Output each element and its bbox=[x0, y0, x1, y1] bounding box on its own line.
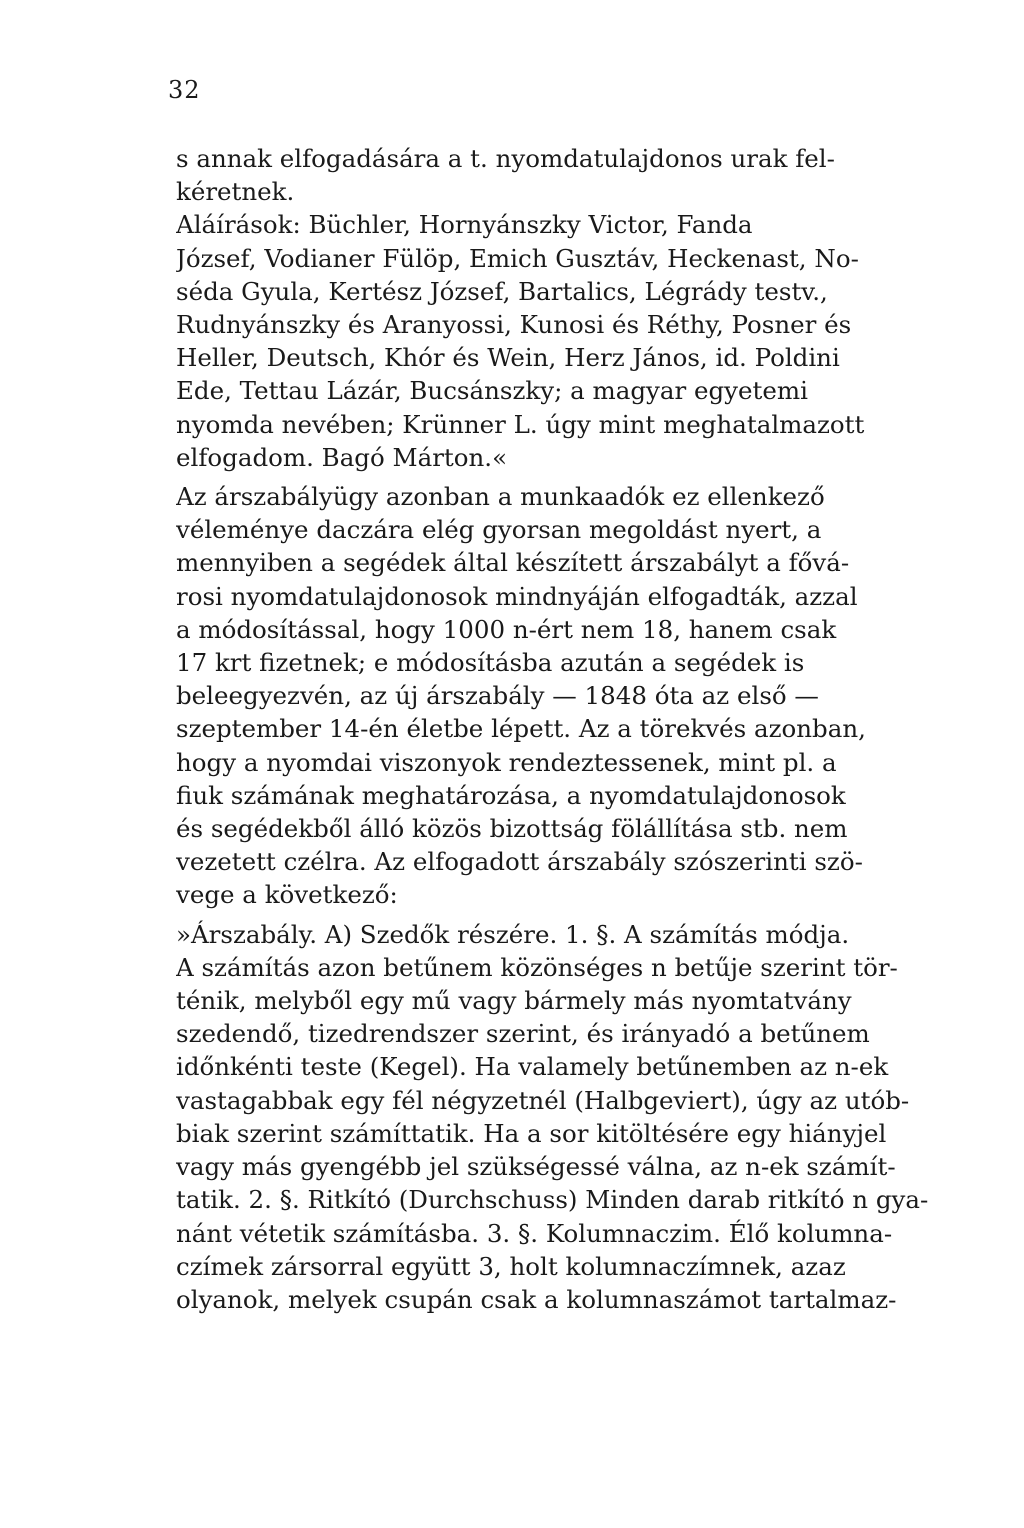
text-line: mennyiben a segédek által készített árszabályt a fővá- bbox=[176, 548, 850, 578]
text-line: nyomda nevében; Krünner L. úgy mint meghatalmazott bbox=[176, 409, 865, 439]
text-line: 17 krt fizetnek; e módosításba azután a segédek is bbox=[176, 648, 805, 678]
text-line: s annak elfogadására a t. nyomdatulajdonos urak fel- bbox=[176, 144, 835, 173]
text-line: József, Vodianer Fülöp, Emich Gusztáv, Heckenast, No- bbox=[176, 243, 859, 273]
text-line: ténik, melyből egy mű vagy bármely más nyomtatvány bbox=[176, 986, 852, 1016]
text-line: véleménye daczára elég gyorsan megoldást nyert, a bbox=[176, 515, 822, 545]
text-line: Az árszabályügy azonban a munkaadók ez ellenkező bbox=[176, 482, 825, 512]
text-line: rosi nyomdatulajdonosok mindnyáján elfogadták, azzal bbox=[176, 581, 858, 611]
text-line: a módosítással, hogy 1000 n-ért nem 18, hanem csak bbox=[176, 614, 837, 644]
paragraph bbox=[176, 142, 958, 208]
text-line: Ede, Tettau Lázár, Bucsánszky; a magyar egyetemi bbox=[176, 376, 808, 406]
text-line: A számítás azon betűnem közönséges n betűje szerint tör- bbox=[176, 952, 898, 982]
text-line: biak szerint számíttatik. Ha a sor kitöltésére egy hiányjel bbox=[176, 1118, 887, 1148]
text-line: szedendő, tizedrendszer szerint, és irányadó a betűnem bbox=[176, 1019, 870, 1049]
text-line: elfogadom. Bagó Márton.« bbox=[176, 442, 508, 472]
text-line: vezetett czélra. Az elfogadott árszabály szószerinti szö- bbox=[176, 847, 863, 877]
text-line: szeptember 14-én életbe lépett. Az a törekvés azonban, bbox=[176, 714, 866, 744]
text-line: nánt vétetik számításba. 3. §. Kolumnaczim. Élő kolumna- bbox=[176, 1218, 893, 1248]
text-line: beleegyezvén, az új árszabály — 1848 óta az első — bbox=[176, 681, 819, 711]
paragraph bbox=[176, 480, 958, 912]
text-line: kéretnek. bbox=[176, 177, 295, 207]
text-line: hogy a nyomdai viszonyok rendeztessenek, mint pl. a bbox=[176, 747, 837, 777]
text-line: időnkénti teste (Kegel). Ha valamely betűnemben az n-ek bbox=[176, 1052, 889, 1082]
text-line: Aláírások: Büchler, Hornyánszky Victor, Fanda bbox=[176, 210, 753, 240]
paragraph bbox=[176, 918, 958, 1316]
text-line: »Árszabály. A) Szedők részére. 1. §. A számítás módja. bbox=[176, 919, 850, 949]
text-line: tatik. 2. §. Ritkító (Durchschuss) Minden darab ritkító n gya- bbox=[176, 1185, 929, 1215]
text-line: vege a következő: bbox=[176, 880, 398, 910]
text-line: vagy más gyengébb jel szükségessé válna, az n-ek számít- bbox=[176, 1152, 896, 1182]
paragraph bbox=[176, 208, 958, 474]
body-text bbox=[176, 142, 958, 1316]
text-line: Rudnyánszky és Aranyossi, Kunosi és Réthy, Posner és bbox=[176, 310, 852, 340]
text-line: olyanok, melyek csupán csak a kolumnaszámot tartalmaz- bbox=[176, 1284, 897, 1314]
text-line: fiuk számának meghatározása, a nyomdatulajdonosok bbox=[176, 780, 846, 810]
text-line: Heller, Deutsch, Khór és Wein, Herz János, id. Poldini bbox=[176, 343, 840, 373]
text-line: és segédekből álló közös bizottság fölállítása stb. nem bbox=[176, 814, 848, 844]
text-line: séda Gyula, Kertész József, Bartalics, Légrády testv., bbox=[176, 276, 828, 306]
page-number: 32 bbox=[168, 76, 201, 104]
text-line: vastagabbak egy fél négyzetnél (Halbgeviert), úgy az utób- bbox=[176, 1085, 910, 1115]
text-line: czímek zársorral együtt 3, holt kolumnaczímnek, azaz bbox=[176, 1251, 846, 1281]
